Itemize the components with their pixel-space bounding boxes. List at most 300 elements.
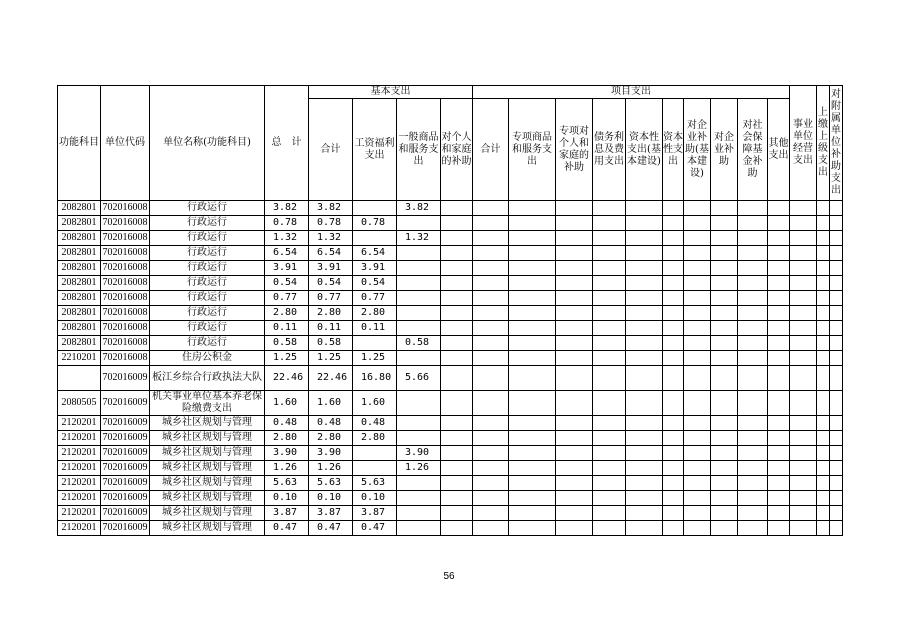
cell-unit-name: 机关事业单位基本养老保险缴费支出: [150, 391, 265, 416]
cell-empty: [441, 521, 473, 536]
table-row: [58, 306, 843, 321]
header-basic-personal: 对个人和家庭的补助: [441, 99, 473, 201]
cell-func-subject: 2120201: [58, 491, 101, 506]
cell-empty: [441, 231, 473, 246]
cell-empty: [556, 246, 593, 261]
cell-empty: [684, 446, 711, 461]
cell-empty: [817, 276, 830, 291]
header-project-capital-basic: 资本性支出(基本建设): [626, 99, 663, 201]
page-number: 56: [443, 571, 455, 582]
cell-empty: [768, 461, 790, 476]
cell-empty: [711, 521, 738, 536]
cell-empty: [663, 336, 684, 351]
cell-empty: [441, 491, 473, 506]
header-basic-sum: 合计: [309, 99, 353, 201]
cell-unit-name: 城乡社区规划与管理: [150, 461, 265, 476]
cell-empty: [711, 246, 738, 261]
cell-empty: [663, 416, 684, 431]
cell-empty: [738, 391, 768, 416]
cell-unit-code: 702016009: [101, 521, 150, 536]
cell-empty: [768, 476, 790, 491]
table-row: [58, 521, 843, 536]
cell-empty: [593, 416, 626, 431]
cell-empty: [790, 291, 817, 306]
cell-empty: [768, 351, 790, 366]
cell-empty: [593, 321, 626, 336]
cell-basic-sum: 0.54: [309, 276, 353, 291]
cell-empty: [830, 476, 843, 491]
cell-empty: [768, 391, 790, 416]
cell-empty: [626, 246, 663, 261]
cell-empty: [711, 506, 738, 521]
cell-basic-goods: [397, 416, 441, 431]
cell-basic-sum: 6.54: [309, 246, 353, 261]
cell-func-subject: 2082801: [58, 276, 101, 291]
cell-empty: [711, 476, 738, 491]
cell-empty: [441, 306, 473, 321]
table-row: [58, 351, 843, 366]
cell-unit-code: 702016008: [101, 291, 150, 306]
cell-basic-wage: [353, 336, 397, 351]
cell-unit-code: 702016009: [101, 461, 150, 476]
cell-empty: [738, 291, 768, 306]
cell-empty: [441, 276, 473, 291]
cell-empty: [593, 231, 626, 246]
cell-basic-sum: 0.77: [309, 291, 353, 306]
cell-empty: [441, 461, 473, 476]
cell-empty: [509, 416, 556, 431]
cell-empty: [556, 231, 593, 246]
cell-empty: [790, 216, 817, 231]
cell-unit-name: 城乡社区规划与管理: [150, 416, 265, 431]
header-project-ent: 对企业补助: [711, 99, 738, 201]
table-row: [58, 431, 843, 446]
cell-basic-sum: 1.60: [309, 391, 353, 416]
cell-basic-goods: [397, 476, 441, 491]
cell-empty: [556, 291, 593, 306]
cell-total: 1.25: [265, 351, 309, 366]
cell-empty: [738, 231, 768, 246]
cell-empty: [626, 291, 663, 306]
cell-unit-name: 城乡社区规划与管理: [150, 491, 265, 506]
cell-empty: [768, 521, 790, 536]
cell-unit-name: 行政运行: [150, 231, 265, 246]
cell-empty: [711, 446, 738, 461]
cell-empty: [684, 366, 711, 391]
cell-empty: [711, 201, 738, 216]
cell-empty: [473, 431, 509, 446]
cell-empty: [473, 291, 509, 306]
cell-empty: [738, 416, 768, 431]
cell-total: 1.60: [265, 391, 309, 416]
cell-empty: [663, 391, 684, 416]
cell-empty: [684, 306, 711, 321]
cell-total: 2.80: [265, 306, 309, 321]
cell-empty: [626, 201, 663, 216]
cell-empty: [441, 261, 473, 276]
cell-unit-code: 702016009: [101, 431, 150, 446]
cell-empty: [556, 276, 593, 291]
cell-unit-code: 702016008: [101, 276, 150, 291]
cell-func-subject: 2120201: [58, 521, 101, 536]
cell-unit-name: 住房公积金: [150, 351, 265, 366]
cell-basic-wage: 5.63: [353, 476, 397, 491]
cell-empty: [790, 491, 817, 506]
header-upper: 上缴上级支出: [817, 86, 830, 201]
cell-basic-goods: [397, 491, 441, 506]
cell-empty: [473, 321, 509, 336]
cell-empty: [473, 391, 509, 416]
cell-empty: [556, 431, 593, 446]
cell-empty: [738, 461, 768, 476]
cell-unit-name: 行政运行: [150, 336, 265, 351]
header-unit-code: 单位代码: [101, 86, 150, 201]
cell-empty: [663, 291, 684, 306]
cell-empty: [817, 391, 830, 416]
cell-empty: [593, 336, 626, 351]
cell-basic-wage: 1.25: [353, 351, 397, 366]
cell-empty: [738, 366, 768, 391]
cell-empty: [509, 431, 556, 446]
cell-empty: [626, 506, 663, 521]
cell-unit-code: 702016008: [101, 351, 150, 366]
cell-func-subject: 2082801: [58, 321, 101, 336]
cell-empty: [768, 246, 790, 261]
cell-empty: [441, 216, 473, 231]
cell-empty: [593, 461, 626, 476]
cell-empty: [830, 461, 843, 476]
table-row: [58, 476, 843, 491]
cell-func-subject: 2120201: [58, 476, 101, 491]
cell-empty: [830, 506, 843, 521]
cell-func-subject: [58, 366, 101, 391]
cell-empty: [593, 521, 626, 536]
cell-empty: [711, 391, 738, 416]
cell-empty: [684, 351, 711, 366]
cell-empty: [473, 306, 509, 321]
header-project-social: 对社会保障基金补助: [738, 99, 768, 201]
cell-empty: [441, 321, 473, 336]
cell-empty: [768, 506, 790, 521]
cell-empty: [473, 521, 509, 536]
cell-basic-sum: 3.90: [309, 446, 353, 461]
cell-empty: [711, 321, 738, 336]
cell-empty: [663, 461, 684, 476]
cell-unit-name: 城乡社区规划与管理: [150, 521, 265, 536]
cell-func-subject: 2082801: [58, 216, 101, 231]
cell-empty: [473, 506, 509, 521]
cell-basic-wage: 16.80: [353, 366, 397, 391]
cell-empty: [556, 416, 593, 431]
cell-empty: [626, 216, 663, 231]
cell-unit-name: 板江乡综合行政执法大队: [150, 366, 265, 391]
cell-unit-name: 行政运行: [150, 321, 265, 336]
cell-empty: [509, 446, 556, 461]
cell-unit-code: 702016009: [101, 416, 150, 431]
cell-empty: [556, 306, 593, 321]
table-row: [58, 391, 843, 416]
cell-unit-name: 行政运行: [150, 216, 265, 231]
cell-total: 6.54: [265, 246, 309, 261]
cell-empty: [593, 291, 626, 306]
header-basic-goods: 一般商品和服务支出: [397, 99, 441, 201]
cell-empty: [663, 351, 684, 366]
table-row: [58, 246, 843, 261]
cell-empty: [626, 321, 663, 336]
cell-empty: [663, 276, 684, 291]
cell-empty: [593, 391, 626, 416]
cell-empty: [509, 246, 556, 261]
cell-basic-sum: 3.91: [309, 261, 353, 276]
cell-func-subject: 2210201: [58, 351, 101, 366]
cell-empty: [817, 336, 830, 351]
cell-unit-code: 702016008: [101, 231, 150, 246]
cell-empty: [473, 351, 509, 366]
cell-total: 0.58: [265, 336, 309, 351]
cell-empty: [711, 431, 738, 446]
cell-empty: [509, 306, 556, 321]
cell-basic-wage: 0.77: [353, 291, 397, 306]
cell-empty: [509, 321, 556, 336]
cell-func-subject: 2120201: [58, 461, 101, 476]
cell-basic-wage: 0.47: [353, 521, 397, 536]
cell-empty: [817, 491, 830, 506]
cell-empty: [684, 491, 711, 506]
cell-empty: [626, 431, 663, 446]
cell-empty: [711, 231, 738, 246]
cell-empty: [509, 216, 556, 231]
cell-empty: [817, 416, 830, 431]
header-func-subject: 功能科目: [58, 86, 101, 201]
cell-empty: [738, 351, 768, 366]
cell-empty: [663, 261, 684, 276]
cell-empty: [556, 321, 593, 336]
cell-empty: [473, 246, 509, 261]
cell-empty: [790, 231, 817, 246]
cell-total: 3.87: [265, 506, 309, 521]
cell-empty: [556, 461, 593, 476]
cell-empty: [441, 201, 473, 216]
header-unit-name: 单位名称(功能科目): [150, 86, 265, 201]
cell-empty: [441, 506, 473, 521]
cell-basic-goods: [397, 351, 441, 366]
cell-func-subject: 2120201: [58, 416, 101, 431]
cell-total: 0.77: [265, 291, 309, 306]
cell-func-subject: 2120201: [58, 431, 101, 446]
cell-empty: [790, 261, 817, 276]
cell-empty: [738, 506, 768, 521]
cell-empty: [768, 336, 790, 351]
cell-unit-code: 702016009: [101, 446, 150, 461]
cell-empty: [684, 246, 711, 261]
table-row: [58, 416, 843, 431]
cell-basic-sum: 22.46: [309, 366, 353, 391]
cell-total: 5.63: [265, 476, 309, 491]
cell-empty: [790, 476, 817, 491]
cell-empty: [830, 416, 843, 431]
table-row: [58, 261, 843, 276]
cell-empty: [626, 351, 663, 366]
cell-unit-name: 行政运行: [150, 201, 265, 216]
cell-empty: [790, 366, 817, 391]
cell-empty: [441, 246, 473, 261]
cell-empty: [556, 201, 593, 216]
header-biz-unit: 事业单位经营支出: [790, 86, 817, 201]
cell-func-subject: 2082801: [58, 306, 101, 321]
cell-basic-goods: [397, 521, 441, 536]
header-basic-group: 基本支出: [309, 86, 473, 99]
cell-unit-code: 702016008: [101, 261, 150, 276]
cell-func-subject: 2120201: [58, 446, 101, 461]
cell-func-subject: 2082801: [58, 261, 101, 276]
cell-empty: [830, 351, 843, 366]
cell-total: 1.32: [265, 231, 309, 246]
cell-empty: [626, 336, 663, 351]
cell-empty: [684, 261, 711, 276]
cell-func-subject: 2082801: [58, 291, 101, 306]
cell-empty: [684, 231, 711, 246]
cell-empty: [626, 446, 663, 461]
cell-empty: [684, 201, 711, 216]
cell-basic-wage: 3.91: [353, 261, 397, 276]
cell-total: 0.78: [265, 216, 309, 231]
cell-empty: [768, 306, 790, 321]
cell-basic-goods: 1.32: [397, 231, 441, 246]
cell-empty: [626, 276, 663, 291]
cell-basic-wage: 6.54: [353, 246, 397, 261]
cell-basic-sum: 0.47: [309, 521, 353, 536]
table-row: [58, 506, 843, 521]
cell-empty: [830, 276, 843, 291]
cell-empty: [711, 416, 738, 431]
cell-basic-sum: 2.80: [309, 306, 353, 321]
cell-empty: [768, 491, 790, 506]
cell-empty: [790, 431, 817, 446]
cell-empty: [830, 521, 843, 536]
cell-empty: [738, 261, 768, 276]
cell-empty: [768, 291, 790, 306]
table-row: [58, 461, 843, 476]
cell-empty: [593, 201, 626, 216]
cell-total: 0.47: [265, 521, 309, 536]
cell-empty: [626, 416, 663, 431]
cell-unit-name: 行政运行: [150, 306, 265, 321]
cell-basic-wage: [353, 446, 397, 461]
cell-empty: [626, 306, 663, 321]
cell-basic-goods: [397, 261, 441, 276]
cell-empty: [509, 201, 556, 216]
cell-basic-goods: [397, 506, 441, 521]
table-row: [58, 366, 843, 391]
cell-unit-code: 702016009: [101, 366, 150, 391]
cell-empty: [663, 491, 684, 506]
cell-unit-code: 702016009: [101, 476, 150, 491]
cell-empty: [556, 366, 593, 391]
cell-empty: [738, 306, 768, 321]
cell-empty: [738, 446, 768, 461]
cell-empty: [663, 476, 684, 491]
cell-empty: [441, 446, 473, 461]
cell-empty: [663, 246, 684, 261]
cell-empty: [593, 431, 626, 446]
cell-empty: [509, 261, 556, 276]
cell-basic-wage: [353, 201, 397, 216]
cell-empty: [663, 446, 684, 461]
cell-basic-wage: [353, 461, 397, 476]
cell-total: 3.82: [265, 201, 309, 216]
cell-basic-sum: 5.63: [309, 476, 353, 491]
cell-basic-sum: 3.87: [309, 506, 353, 521]
cell-empty: [441, 476, 473, 491]
cell-basic-sum: 1.26: [309, 461, 353, 476]
cell-empty: [817, 446, 830, 461]
cell-empty: [509, 351, 556, 366]
cell-empty: [790, 446, 817, 461]
cell-empty: [830, 431, 843, 446]
cell-empty: [626, 491, 663, 506]
cell-empty: [817, 461, 830, 476]
cell-empty: [684, 521, 711, 536]
cell-empty: [556, 261, 593, 276]
table-row: [58, 276, 843, 291]
cell-empty: [768, 216, 790, 231]
cell-basic-goods: 3.82: [397, 201, 441, 216]
cell-empty: [663, 216, 684, 231]
cell-empty: [626, 366, 663, 391]
table-row: [58, 321, 843, 336]
cell-empty: [556, 336, 593, 351]
cell-total: 2.80: [265, 431, 309, 446]
cell-empty: [738, 321, 768, 336]
cell-empty: [593, 476, 626, 491]
cell-empty: [738, 336, 768, 351]
cell-empty: [441, 431, 473, 446]
cell-empty: [790, 416, 817, 431]
cell-empty: [738, 521, 768, 536]
cell-empty: [790, 276, 817, 291]
cell-empty: [768, 446, 790, 461]
cell-func-subject: 2080505: [58, 391, 101, 416]
cell-empty: [738, 201, 768, 216]
cell-empty: [593, 261, 626, 276]
cell-empty: [626, 476, 663, 491]
cell-empty: [711, 461, 738, 476]
cell-empty: [473, 446, 509, 461]
cell-empty: [473, 201, 509, 216]
cell-basic-wage: 0.78: [353, 216, 397, 231]
cell-unit-code: 702016009: [101, 391, 150, 416]
cell-empty: [830, 336, 843, 351]
cell-func-subject: 2082801: [58, 231, 101, 246]
cell-empty: [441, 336, 473, 351]
cell-empty: [509, 491, 556, 506]
cell-empty: [626, 231, 663, 246]
cell-basic-wage: 0.10: [353, 491, 397, 506]
expenditure-table: [57, 85, 843, 536]
cell-empty: [441, 291, 473, 306]
cell-empty: [473, 366, 509, 391]
table-row: [58, 291, 843, 306]
cell-unit-name: 城乡社区规划与管理: [150, 476, 265, 491]
cell-empty: [738, 216, 768, 231]
header-project-debt: 债务利息及费用支出: [593, 99, 626, 201]
cell-empty: [473, 416, 509, 431]
header-total: 总 计: [265, 86, 309, 201]
cell-empty: [768, 416, 790, 431]
cell-empty: [711, 216, 738, 231]
table-row: [58, 336, 843, 351]
header-project-group: 项目支出: [473, 86, 790, 99]
